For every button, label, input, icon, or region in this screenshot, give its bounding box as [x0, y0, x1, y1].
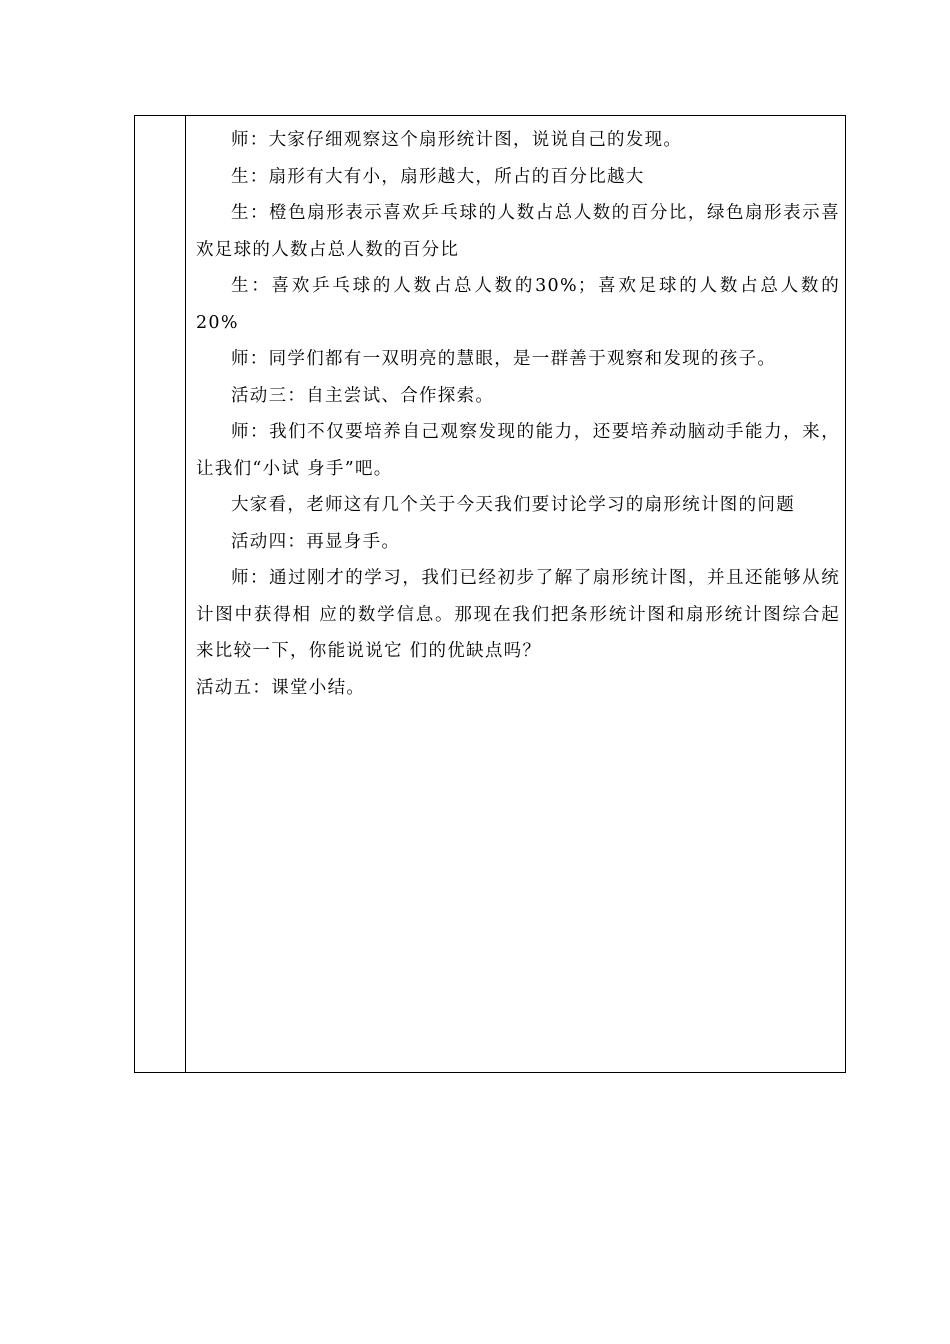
lesson-content	[196, 122, 840, 706]
activity-three-heading: 活动三：自主尝试、合作探索。	[231, 385, 495, 406]
activity-five-heading: 活动五：课堂小结。	[196, 677, 366, 698]
table-label-column	[135, 116, 186, 1072]
teacher-praise: 师：同学们都有一双明亮的慧眼，是一群善于观察和发现的孩子。	[231, 349, 777, 369]
lesson-table	[134, 115, 846, 1073]
student-answer-colors: 生：橙色扇形表示喜欢乒乓球的人数占总人数的百分比，绿色扇形表示喜欢足球的人数占总人数的百分比	[196, 203, 840, 260]
student-answer-percent: 生：喜欢乒乓球的人数占总人数的30%；喜欢足球的人数占总人数的20%	[196, 276, 840, 333]
teacher-prompt-observe: 师：大家仔细观察这个扇形统计图，说说自己的发现。	[231, 130, 683, 150]
student-answer-size: 生：扇形有大有小，扇形越大，所占的百分比越大	[231, 166, 645, 187]
teacher-prompt-try: 师：我们不仅要培养自己观察发现的能力，还要培养动脑动手能力，来，让我们“小试 身手”吧。	[196, 422, 840, 479]
teacher-prompt-questions: 大家看，老师这有几个关于今天我们要讨论学习的扇形统计图的问题	[231, 495, 795, 515]
activity-four-heading: 活动四：再显身手。	[231, 531, 401, 552]
teacher-prompt-compare: 师：通过刚才的学习，我们已经初步了解了扇形统计图，并且还能够从统计图中获得相 应的数学信息。那现在我们把条形统计图和扇形统计图综合起来比较一下，你能说说它 们的优缺点吗？	[196, 568, 840, 661]
